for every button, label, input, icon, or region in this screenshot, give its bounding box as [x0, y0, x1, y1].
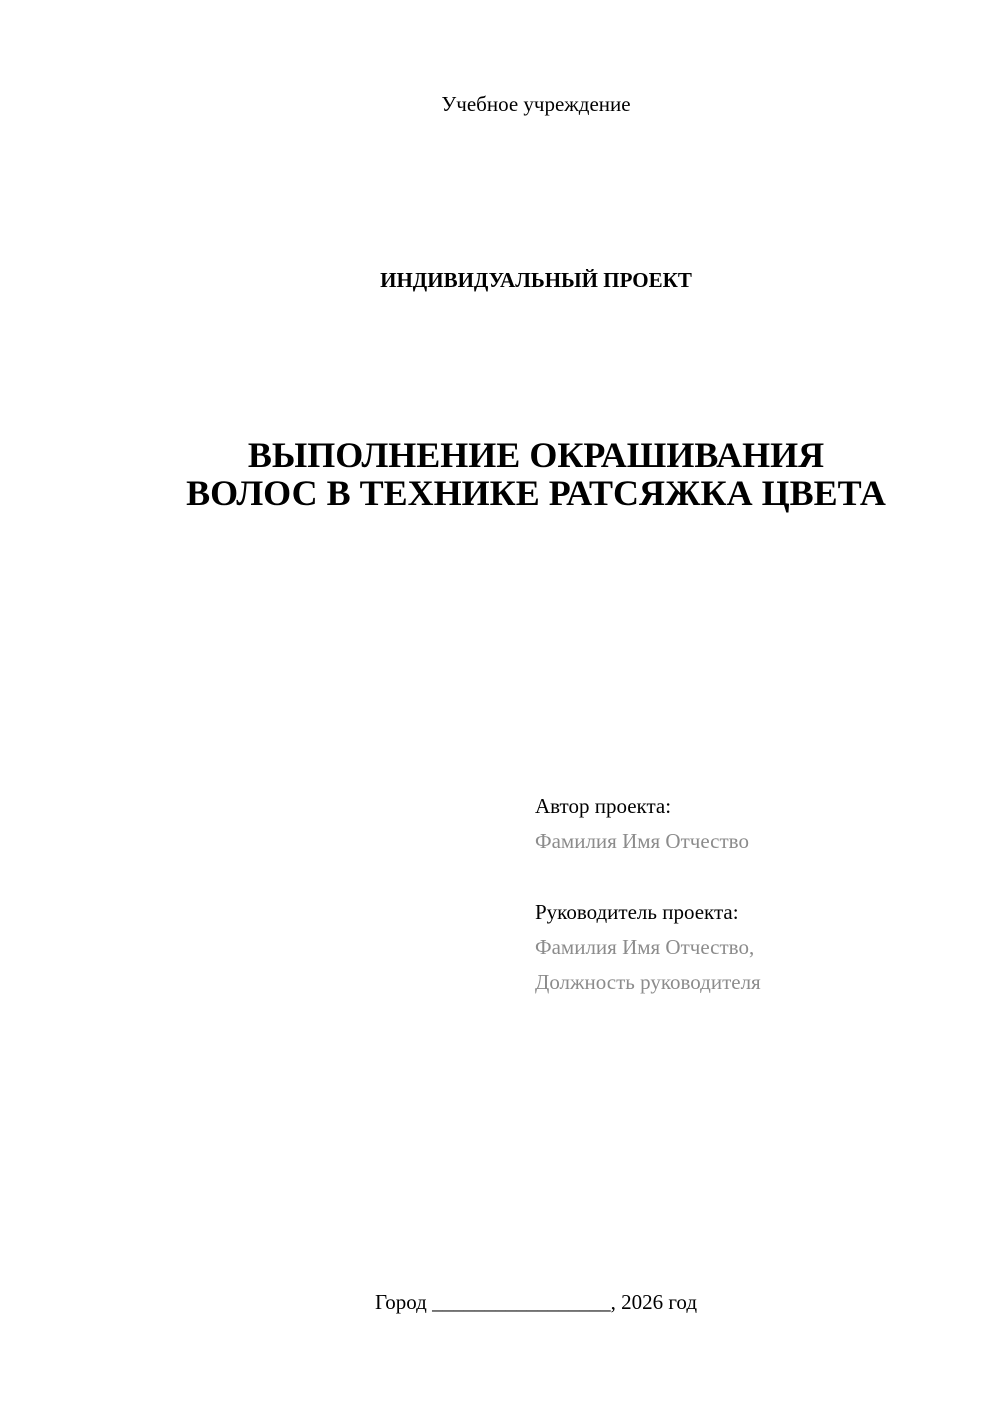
project-title-line-2: ВОЛОС В ТЕХНИКЕ РАТСЯЖКА ЦВЕТА — [186, 473, 886, 513]
supervisor-label: Руководитель проекта: — [535, 900, 739, 924]
document-type: ИНДИВИДУАЛЬНЫЙ ПРОЕКТ — [380, 268, 692, 292]
project-title — [0, 436, 1000, 512]
city-year-line: Город _________________, 2026 год — [374, 1290, 698, 1314]
author-label: Автор проекта: — [535, 794, 672, 818]
supervisor-name: Фамилия Имя Отчество, — [535, 935, 755, 959]
credits-block — [535, 789, 761, 1000]
project-title-line-1: ВЫПОЛНЕНИЕ ОКРАШИВАНИЯ — [247, 435, 825, 475]
institution-name: Учебное учреждение — [441, 92, 631, 116]
supervisor-position: Должность руководителя — [535, 970, 761, 994]
author-name: Фамилия Имя Отчество — [535, 829, 749, 853]
credits-spacer — [535, 859, 761, 895]
